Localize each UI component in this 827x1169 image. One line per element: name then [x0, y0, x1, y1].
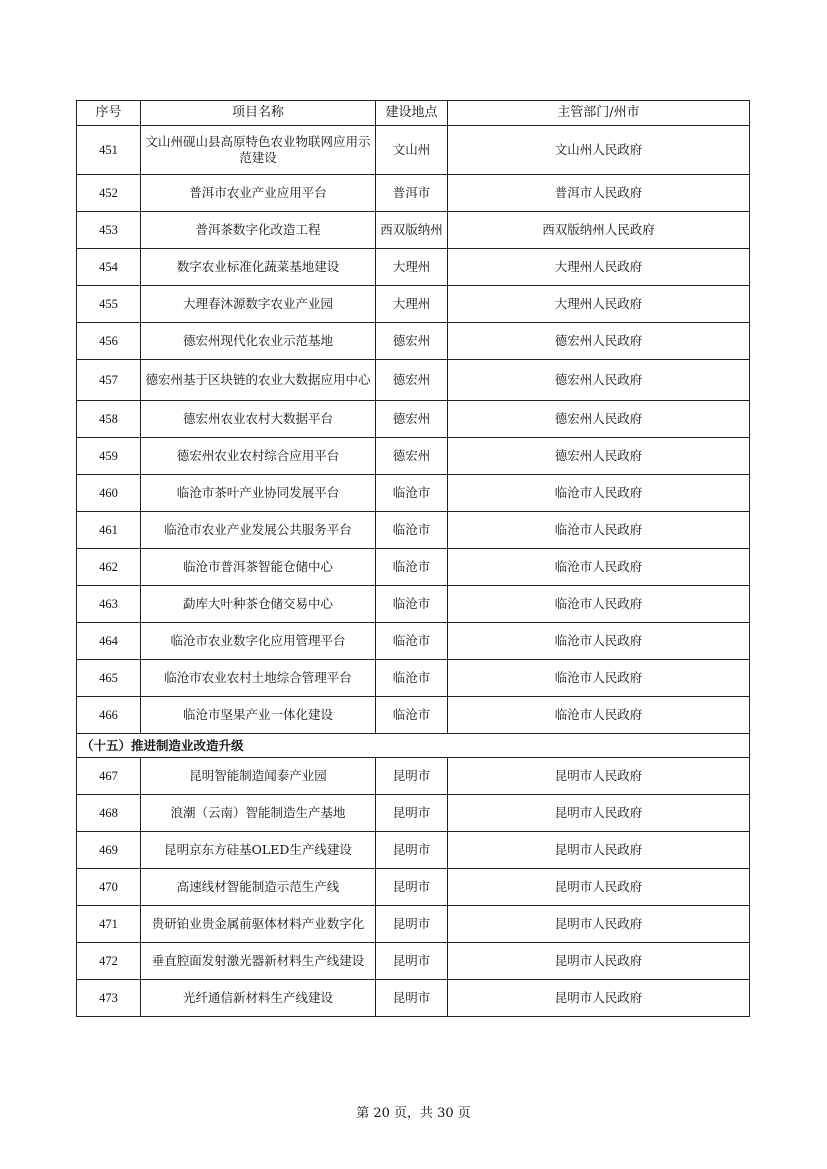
cell-project-name: 数字农业标准化蔬菜基地建设	[141, 249, 376, 286]
cell-serial: 455	[77, 286, 141, 323]
table-row	[77, 512, 750, 549]
cell-project-name: 浪潮（云南）智能制造生产基地	[141, 795, 376, 832]
cell-project-name: 昆明智能制造闻泰产业园	[141, 758, 376, 795]
cell-department: 临沧市人民政府	[448, 475, 750, 512]
cell-department: 临沧市人民政府	[448, 660, 750, 697]
cell-serial: 451	[77, 126, 141, 175]
cell-project-name: 德宏州农业农村大数据平台	[141, 401, 376, 438]
cell-department: 昆明市人民政府	[448, 943, 750, 980]
table-row	[77, 832, 750, 869]
cell-project-name: 临沧市农业产业发展公共服务平台	[141, 512, 376, 549]
cell-serial: 452	[77, 175, 141, 212]
cell-serial: 462	[77, 549, 141, 586]
cell-serial: 469	[77, 832, 141, 869]
cell-project-name: 大理春沐源数字农业产业园	[141, 286, 376, 323]
project-table	[76, 100, 750, 1017]
table-row	[77, 323, 750, 360]
cell-location: 昆明市	[376, 906, 448, 943]
table-row	[77, 438, 750, 475]
cell-serial: 465	[77, 660, 141, 697]
table-row	[77, 475, 750, 512]
cell-department: 文山州人民政府	[448, 126, 750, 175]
table-row	[77, 795, 750, 832]
table-row	[77, 906, 750, 943]
table-row	[77, 586, 750, 623]
cell-department: 德宏州人民政府	[448, 323, 750, 360]
cell-location: 德宏州	[376, 438, 448, 475]
cell-location: 文山州	[376, 126, 448, 175]
cell-location: 昆明市	[376, 943, 448, 980]
cell-department: 大理州人民政府	[448, 286, 750, 323]
cell-location: 普洱市	[376, 175, 448, 212]
cell-serial: 460	[77, 475, 141, 512]
section-row	[77, 734, 750, 758]
cell-serial: 463	[77, 586, 141, 623]
cell-department: 临沧市人民政府	[448, 549, 750, 586]
cell-location: 临沧市	[376, 697, 448, 734]
cell-location: 临沧市	[376, 660, 448, 697]
header-location: 建设地点	[376, 101, 448, 126]
cell-project-name: 临沧市农业数字化应用管理平台	[141, 623, 376, 660]
cell-serial: 454	[77, 249, 141, 286]
cell-serial: 470	[77, 869, 141, 906]
cell-project-name: 文山州砚山县高原特色农业物联网应用示范建设	[141, 126, 376, 175]
cell-location: 临沧市	[376, 623, 448, 660]
header-serial: 序号	[77, 101, 141, 126]
header-department: 主管部门/州市	[448, 101, 750, 126]
cell-location: 昆明市	[376, 758, 448, 795]
cell-serial: 459	[77, 438, 141, 475]
cell-location: 昆明市	[376, 980, 448, 1017]
table-row	[77, 660, 750, 697]
cell-department: 普洱市人民政府	[448, 175, 750, 212]
section-title: （十五）推进制造业改造升级	[77, 734, 750, 758]
table-row	[77, 286, 750, 323]
header-project-name: 项目名称	[141, 101, 376, 126]
table-row	[77, 697, 750, 734]
cell-project-name: 临沧市坚果产业一体化建设	[141, 697, 376, 734]
cell-project-name: 德宏州现代化农业示范基地	[141, 323, 376, 360]
cell-project-name: 贵研铂业贵金属前驱体材料产业数字化	[141, 906, 376, 943]
cell-location: 德宏州	[376, 323, 448, 360]
table-row	[77, 869, 750, 906]
cell-serial: 472	[77, 943, 141, 980]
cell-serial: 471	[77, 906, 141, 943]
cell-serial: 453	[77, 212, 141, 249]
cell-serial: 456	[77, 323, 141, 360]
cell-serial: 464	[77, 623, 141, 660]
cell-department: 临沧市人民政府	[448, 697, 750, 734]
page-footer: 第 20 页，共 30 页	[356, 1106, 471, 1121]
cell-serial: 458	[77, 401, 141, 438]
cell-location: 临沧市	[376, 586, 448, 623]
table-row	[77, 401, 750, 438]
cell-department: 临沧市人民政府	[448, 512, 750, 549]
table-row	[77, 980, 750, 1017]
table-row	[77, 249, 750, 286]
cell-project-name: 普洱市农业产业应用平台	[141, 175, 376, 212]
cell-location: 临沧市	[376, 549, 448, 586]
cell-department: 昆明市人民政府	[448, 906, 750, 943]
cell-location: 昆明市	[376, 795, 448, 832]
cell-department: 大理州人民政府	[448, 249, 750, 286]
table-row	[77, 212, 750, 249]
cell-serial: 466	[77, 697, 141, 734]
cell-serial: 457	[77, 360, 141, 401]
table-row	[77, 758, 750, 795]
cell-department: 临沧市人民政府	[448, 623, 750, 660]
table-row	[77, 943, 750, 980]
cell-location: 大理州	[376, 286, 448, 323]
cell-location: 西双版纳州	[376, 212, 448, 249]
cell-department: 西双版纳州人民政府	[448, 212, 750, 249]
cell-location: 德宏州	[376, 401, 448, 438]
cell-project-name: 临沧市普洱茶智能仓储中心	[141, 549, 376, 586]
cell-department: 昆明市人民政府	[448, 980, 750, 1017]
cell-department: 德宏州人民政府	[448, 360, 750, 401]
cell-serial: 468	[77, 795, 141, 832]
cell-department: 临沧市人民政府	[448, 586, 750, 623]
cell-location: 德宏州	[376, 360, 448, 401]
cell-location: 大理州	[376, 249, 448, 286]
cell-location: 临沧市	[376, 475, 448, 512]
table-row	[77, 126, 750, 175]
cell-project-name: 高速线材智能制造示范生产线	[141, 869, 376, 906]
cell-serial: 473	[77, 980, 141, 1017]
cell-project-name: 勐库大叶种茶仓储交易中心	[141, 586, 376, 623]
cell-department: 昆明市人民政府	[448, 795, 750, 832]
cell-project-name: 光纤通信新材料生产线建设	[141, 980, 376, 1017]
cell-location: 昆明市	[376, 869, 448, 906]
cell-department: 昆明市人民政府	[448, 869, 750, 906]
cell-project-name: 德宏州农业农村综合应用平台	[141, 438, 376, 475]
cell-department: 德宏州人民政府	[448, 438, 750, 475]
cell-department: 昆明市人民政府	[448, 758, 750, 795]
table-row	[77, 623, 750, 660]
cell-project-name: 昆明京东方硅基OLED生产线建设	[141, 832, 376, 869]
cell-location: 临沧市	[376, 512, 448, 549]
cell-project-name: 临沧市茶叶产业协同发展平台	[141, 475, 376, 512]
table-row	[77, 175, 750, 212]
cell-department: 德宏州人民政府	[448, 401, 750, 438]
cell-project-name: 垂直腔面发射激光器新材料生产线建设	[141, 943, 376, 980]
cell-location: 昆明市	[376, 832, 448, 869]
cell-project-name: 普洱茶数字化改造工程	[141, 212, 376, 249]
cell-serial: 467	[77, 758, 141, 795]
table-row	[77, 549, 750, 586]
table-row	[77, 360, 750, 401]
cell-department: 昆明市人民政府	[448, 832, 750, 869]
cell-serial: 461	[77, 512, 141, 549]
cell-project-name: 德宏州基于区块链的农业大数据应用中心	[141, 360, 376, 401]
cell-project-name: 临沧市农业农村土地综合管理平台	[141, 660, 376, 697]
table-header-row	[77, 101, 750, 126]
